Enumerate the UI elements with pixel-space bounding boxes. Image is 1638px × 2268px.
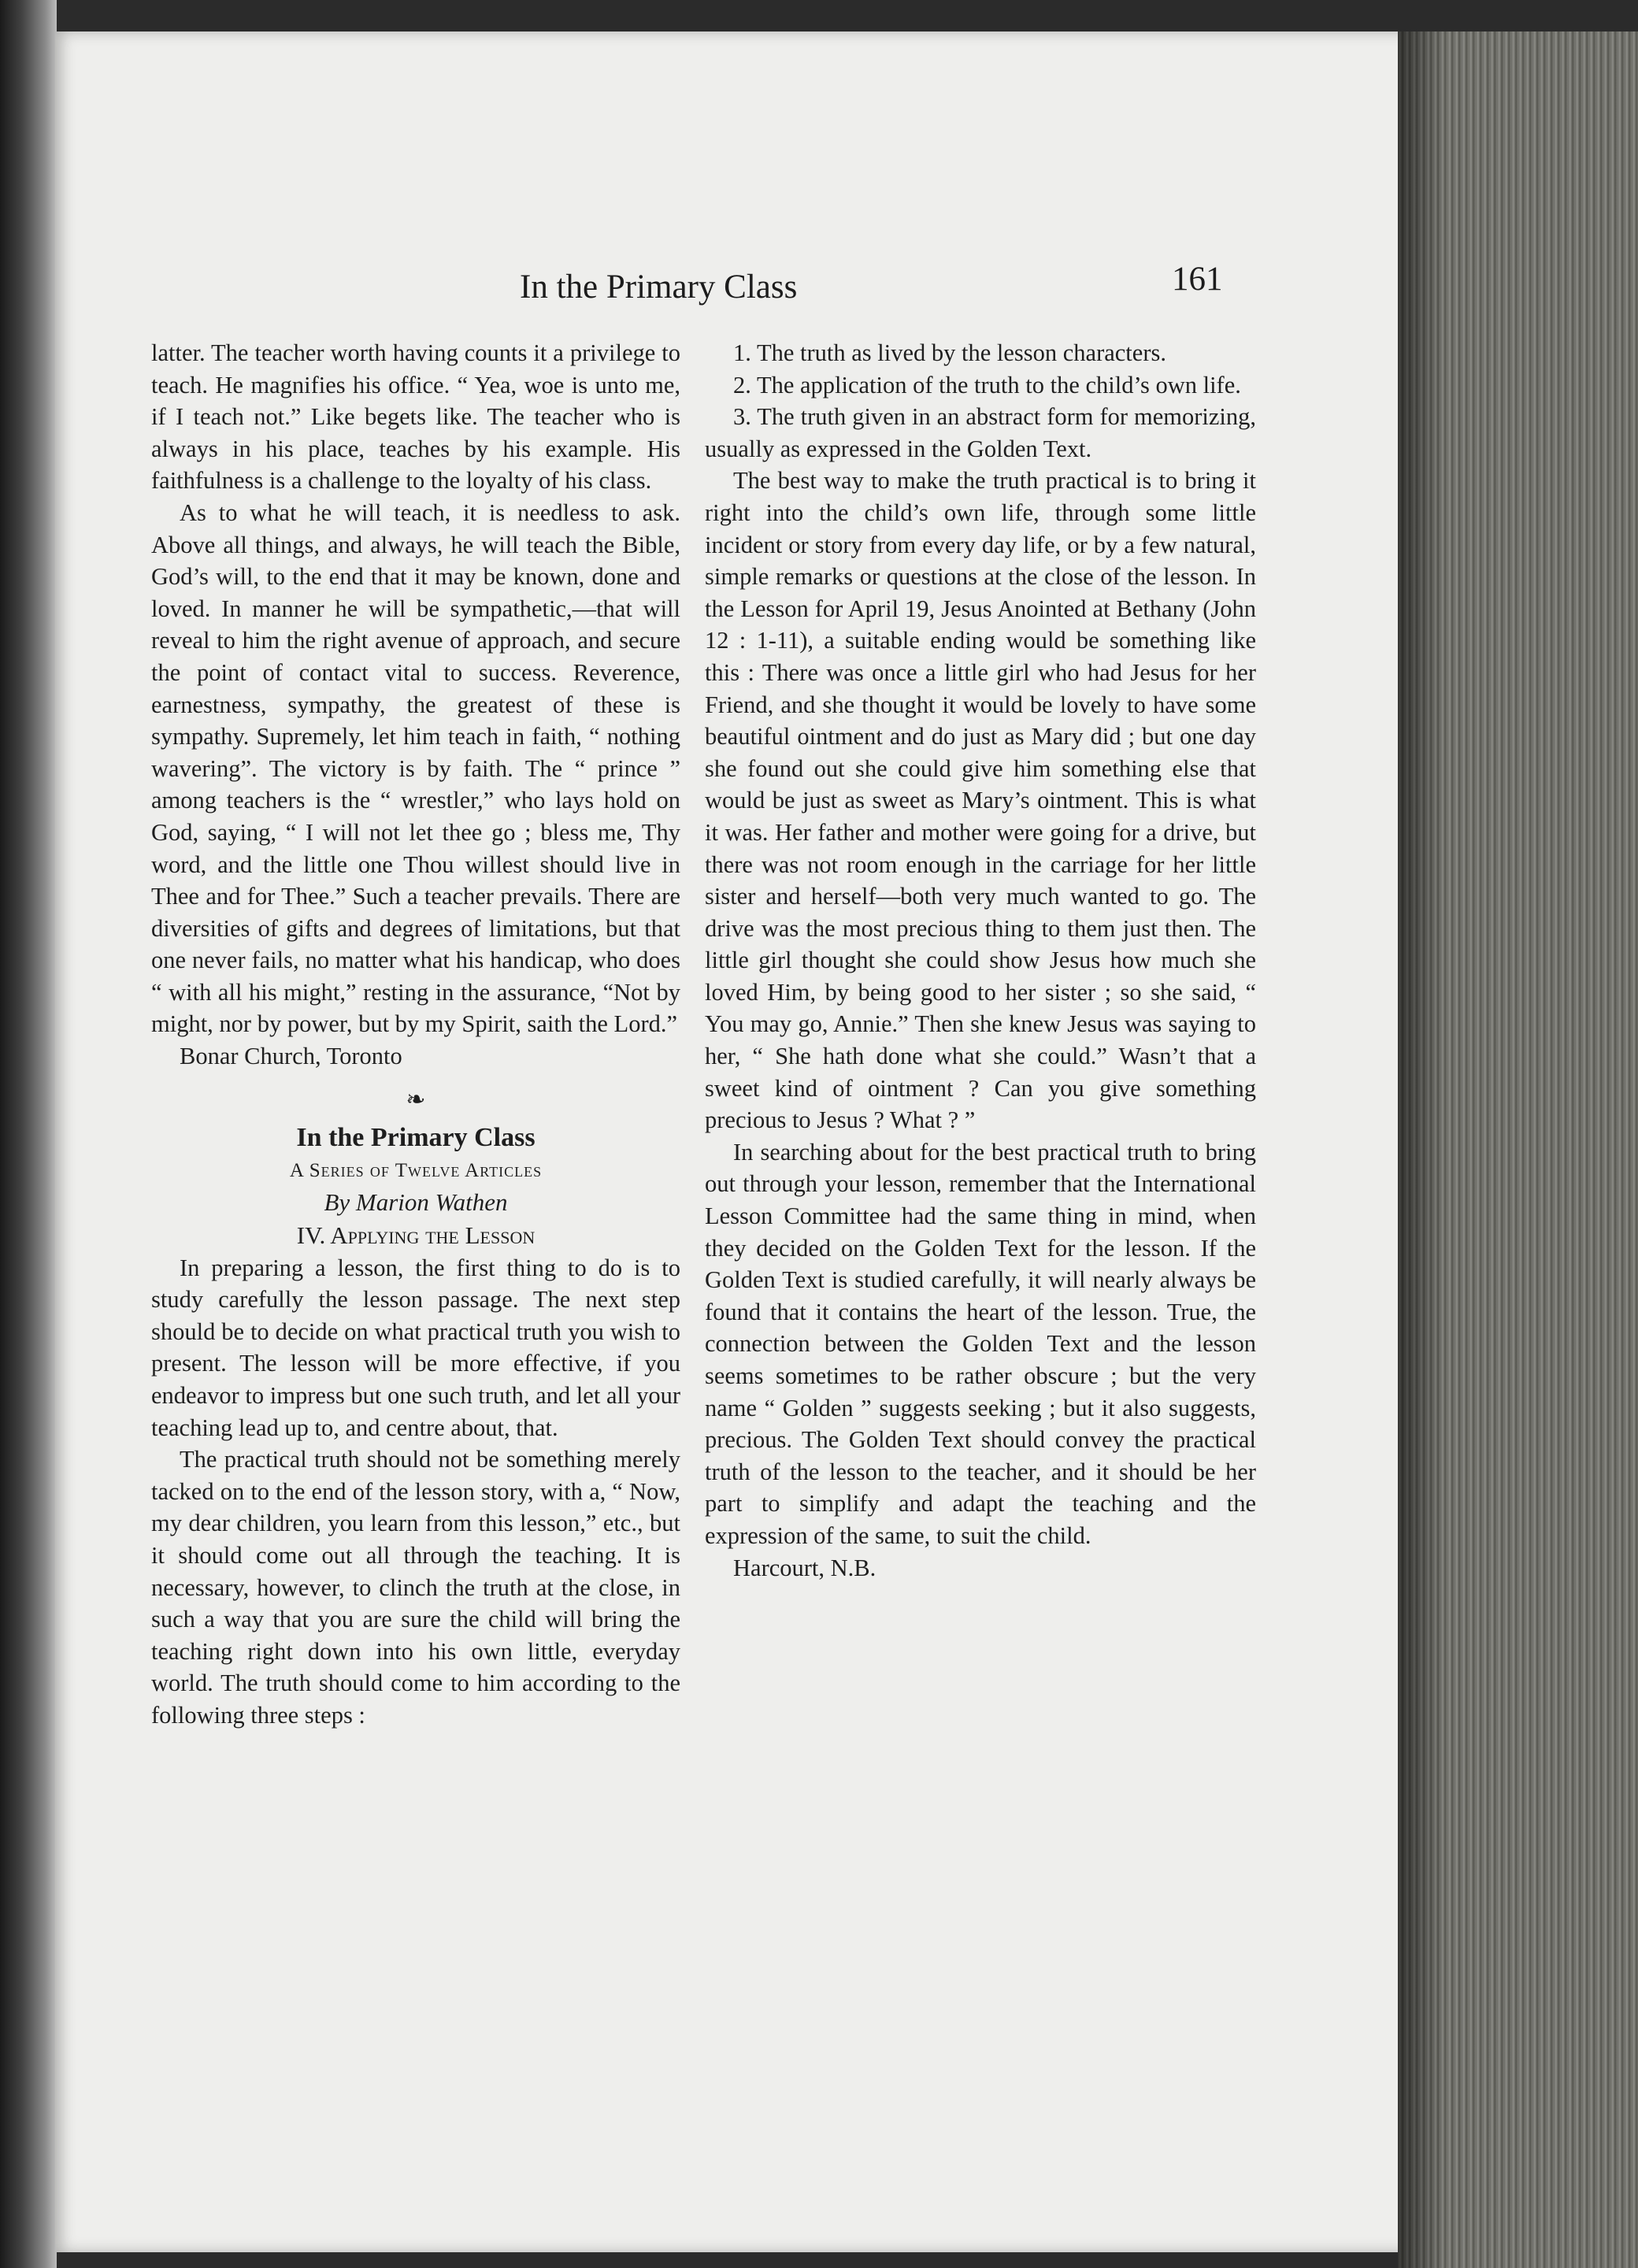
paragraph: The practical truth should not be something merely tacked on to the end of the lesson story, with a, “ Now, my dear children, you learn from this lesson,” etc., but it should come out all through the teaching. It is necessary, however, to clinch the truth at the close, in such a way that you are sure the child will bring the teaching right down into his own little, everyday world. The truth should come to him according to the following three steps : [151,1446,680,1729]
series-label: A Series of Twelve Articles [289,1159,543,1181]
page-edges [1398,32,1638,2268]
section-heading: IV. Applying the Lesson [296,1221,536,1249]
running-title: In the Primary Class [520,269,798,306]
paragraph: As to what he will teach, it is needless to ask. Above all things, and always, he will teach the Bible, God’s will, to the end that it may be known, done and loved. In manner he will be sympathetic,—that will reveal to him the right avenue of approach, and secure the point of contact vital to success. Reverence, earnestness, sympathy, the greatest of these is sympathy. Supremely, let him teach in faith, “ nothing wavering”. The victory is by faith. The “ prince ” among teachers is the “ wrestler,” who lays hold on God, saying, “ I will not let thee go ; bless me, Thy word, and the little one Thou willest should live in Thee and for Thee.” Such a teacher prevails. There are diversities of gifts and degrees of limitations, but that one never fails, no matter what his handicap, who does “ with all his might,” resting in the assurance, “Not by might, nor by power, but by my Spirit, saith the Lord.” [151,498,680,1038]
list-item: 3. The truth given in an abstract form for memorizing, usually as expressed in the Golden Text. [705,403,1256,462]
paragraph: latter. The teacher worth having counts it a privilege to teach. He magnifies his office. “ Yea, woe is unto me, if I teach not.” Like begets like. The teacher who is always in his place, teaches by his example. His faithfulness is a challenge to the loyalty of his class. [151,339,680,495]
book-gutter [0,0,57,2268]
byline: By Marion Wathen [324,1188,508,1216]
right-column [705,337,1256,1584]
signature: Harcourt, N.B. [733,1554,876,1581]
list-item: 1. The truth as lived by the lesson characters. [733,339,1166,366]
article-title: In the Primary Class [296,1122,536,1152]
paragraph: In preparing a lesson, the first thing to do is to study carefully the lesson passage. The next step should be to decide on what practical truth you wish to present. The lesson will be more effective, if you endeavor to impress but one such truth, and let all your teaching lead up to, and centre about, that. [151,1254,680,1441]
list-item: 2. The application of the truth to the child’s own life. [733,371,1241,398]
paragraph: The best way to make the truth practical is to bring it right into the child’s own life, through some little incident or story from every day life, or by a few natural, simple remarks or questions at the close of the lesson. In the Lesson for April 19, Jesus Anointed at Bethany (John 12 : 1-11), a suitable ending would be something like this : There was once a little girl who had Jesus for her Friend, and she thought it would be lovely to have some beautiful ointment and do just as Mary did ; but one day she found out she could give him something else that would be just as sweet as Mary’s ointment. This is what it was. Her father and mother were going for a drive, but there was not room enough in the carriage for her little sister and herself—both very much wanted to go. The drive was the most precious thing to them just then. The little girl thought she could show Jesus how much she loved Him, by being good to her sister ; so she said, “ You may go, Annie.” Then she knew Jesus was saying to her, “ She hath done what she could.” Wasn’t that a sweet kind of ointment ? Can you give something precious to Jesus ? What ? ” [705,467,1256,1134]
page-number: 161 [1172,261,1223,298]
paragraph: In searching about for the best practical truth to bring out through your lesson, remember that the International Lesson Committee had the same thing in mind, when they decided on the Golden Text for the lesson. If the Golden Text is studied carefully, it will nearly always be found that it contains the heart of the lesson. True, the connection between the Golden Text and the lesson seems sometimes to be rather obscure ; but the very name “ Golden ” suggests seeking ; but it also suggests, precious. The Golden Text should convey the practical truth of the lesson to the teacher, and it should be her part to simplify and adapt the teaching and the expression of the same, to suit the child. [705,1138,1256,1549]
signature: Bonar Church, Toronto [180,1043,402,1070]
left-column [151,337,680,1732]
ornament-icon: ❧ [406,1086,426,1113]
edge-shadow [1398,32,1445,2268]
